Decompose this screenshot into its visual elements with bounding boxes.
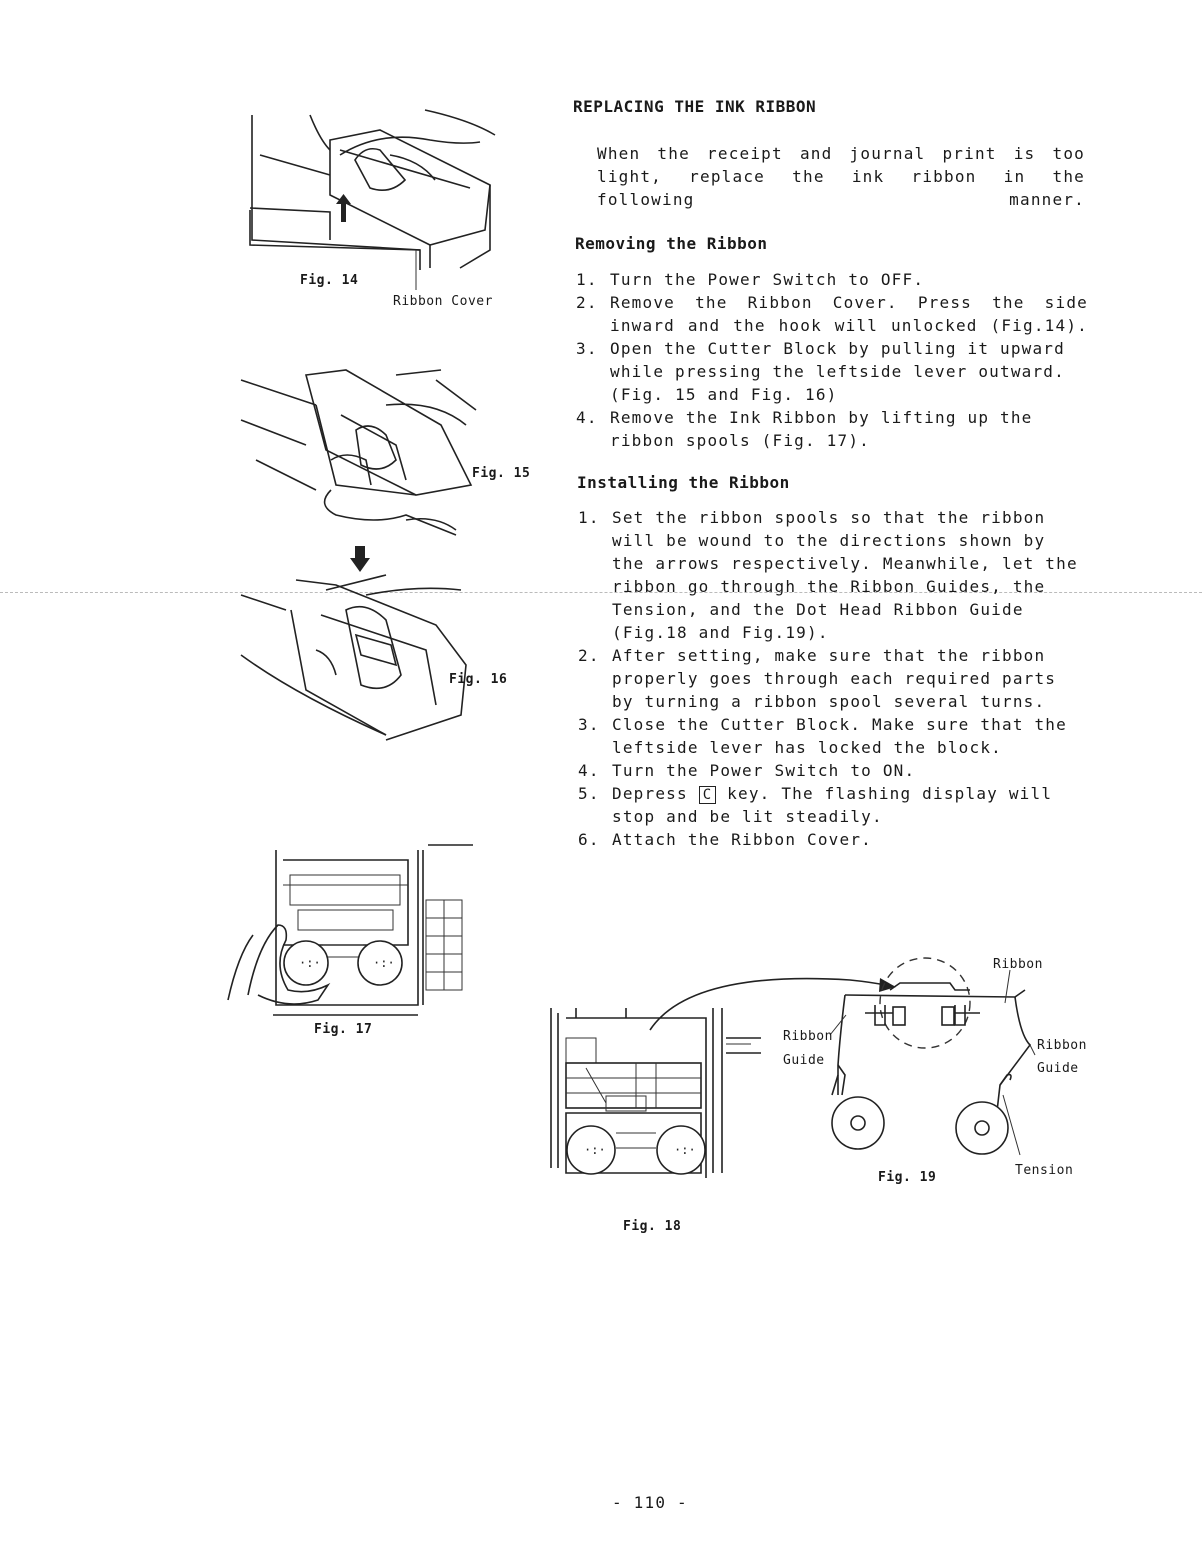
list-item: 5. Depress C key. The flashing display will stop and be lit steadily. [578, 784, 1053, 826]
list-item: 3. Close the Cutter Block. Make sure that the leftside lever has locked the block. [578, 715, 1067, 757]
removing-title: Removing the Ribbon [575, 234, 768, 253]
down-arrow-icon [350, 546, 370, 572]
page-number: - 110 - [612, 1493, 688, 1512]
fig19-ribbon-label: Ribbon [993, 957, 1043, 972]
section-title: REPLACING THE INK RIBBON [573, 97, 817, 116]
fig17-illustration [228, 845, 478, 1015]
fig19-illustration [820, 955, 1080, 1155]
fig15-illustration [236, 365, 496, 545]
c-key-icon: C [699, 786, 717, 804]
fig14-illustration [230, 100, 510, 280]
fig19-ribbon-guide-left-line2: Guide [783, 1053, 825, 1068]
fig14-label: Ribbon Cover [393, 294, 493, 309]
fig19-ribbon-guide-right-line1: Ribbon [1037, 1038, 1087, 1053]
svg-text:·:·: ·:· [373, 956, 395, 970]
list-item: 1. Turn the Power Switch to OFF. [576, 270, 925, 289]
fig19-ribbon-guide-right-line2: Guide [1037, 1061, 1079, 1076]
fig16-illustration [236, 575, 476, 750]
fig17-caption: Fig. 17 [314, 1022, 373, 1037]
removing-steps [576, 268, 1088, 452]
installing-title: Installing the Ribbon [577, 473, 790, 492]
list-item: 6. Attach the Ribbon Cover. [578, 830, 872, 849]
intro-paragraph: When the receipt and journal print is too light, replace the ink ribbon in the following manner. [597, 144, 1085, 209]
fig16-caption: Fig. 16 [449, 672, 508, 687]
fig19-tension-label: Tension [1015, 1163, 1074, 1178]
svg-text:·:·: ·:· [674, 1143, 696, 1157]
fig15-caption: Fig. 15 [472, 466, 531, 481]
list-item: 4. Turn the Power Switch to ON. [578, 761, 916, 780]
fig14-caption: Fig. 14 [300, 273, 359, 288]
svg-text:·:·: ·:· [299, 956, 321, 970]
installing-steps [578, 506, 1088, 851]
list-item: 4. Remove the Ink Ribbon by lifting up the ribbon spools (Fig. 17). [576, 408, 1033, 450]
svg-text:·:·: ·:· [584, 1143, 606, 1157]
list-item: 2. Remove the Ribbon Cover. Press the side inward and the hook will unlocked (Fig.14). [576, 293, 1088, 335]
fig19-ribbon-guide-left-line1: Ribbon [783, 1029, 833, 1044]
list-item: 2. After setting, make sure that the ribbon properly goes through each required parts by turning a ribbon spool several turns. [578, 646, 1057, 711]
fig19-caption: Fig. 19 [878, 1170, 937, 1185]
list-item: 1. Set the ribbon spools so that the ribbon will be wound to the directions shown by the arrows respectively. Meanwhile, let the ribbon go through the Ribbon Guides, the Tension, and the Dot Head Ribbon Guide (Fig.18 and Fig.19). [578, 508, 1078, 642]
fig18-caption: Fig. 18 [623, 1219, 682, 1234]
list-item: 3. Open the Cutter Block by pulling it upward while pressing the leftside lever outward. (Fig. 15 and Fig. 16) [576, 339, 1065, 404]
